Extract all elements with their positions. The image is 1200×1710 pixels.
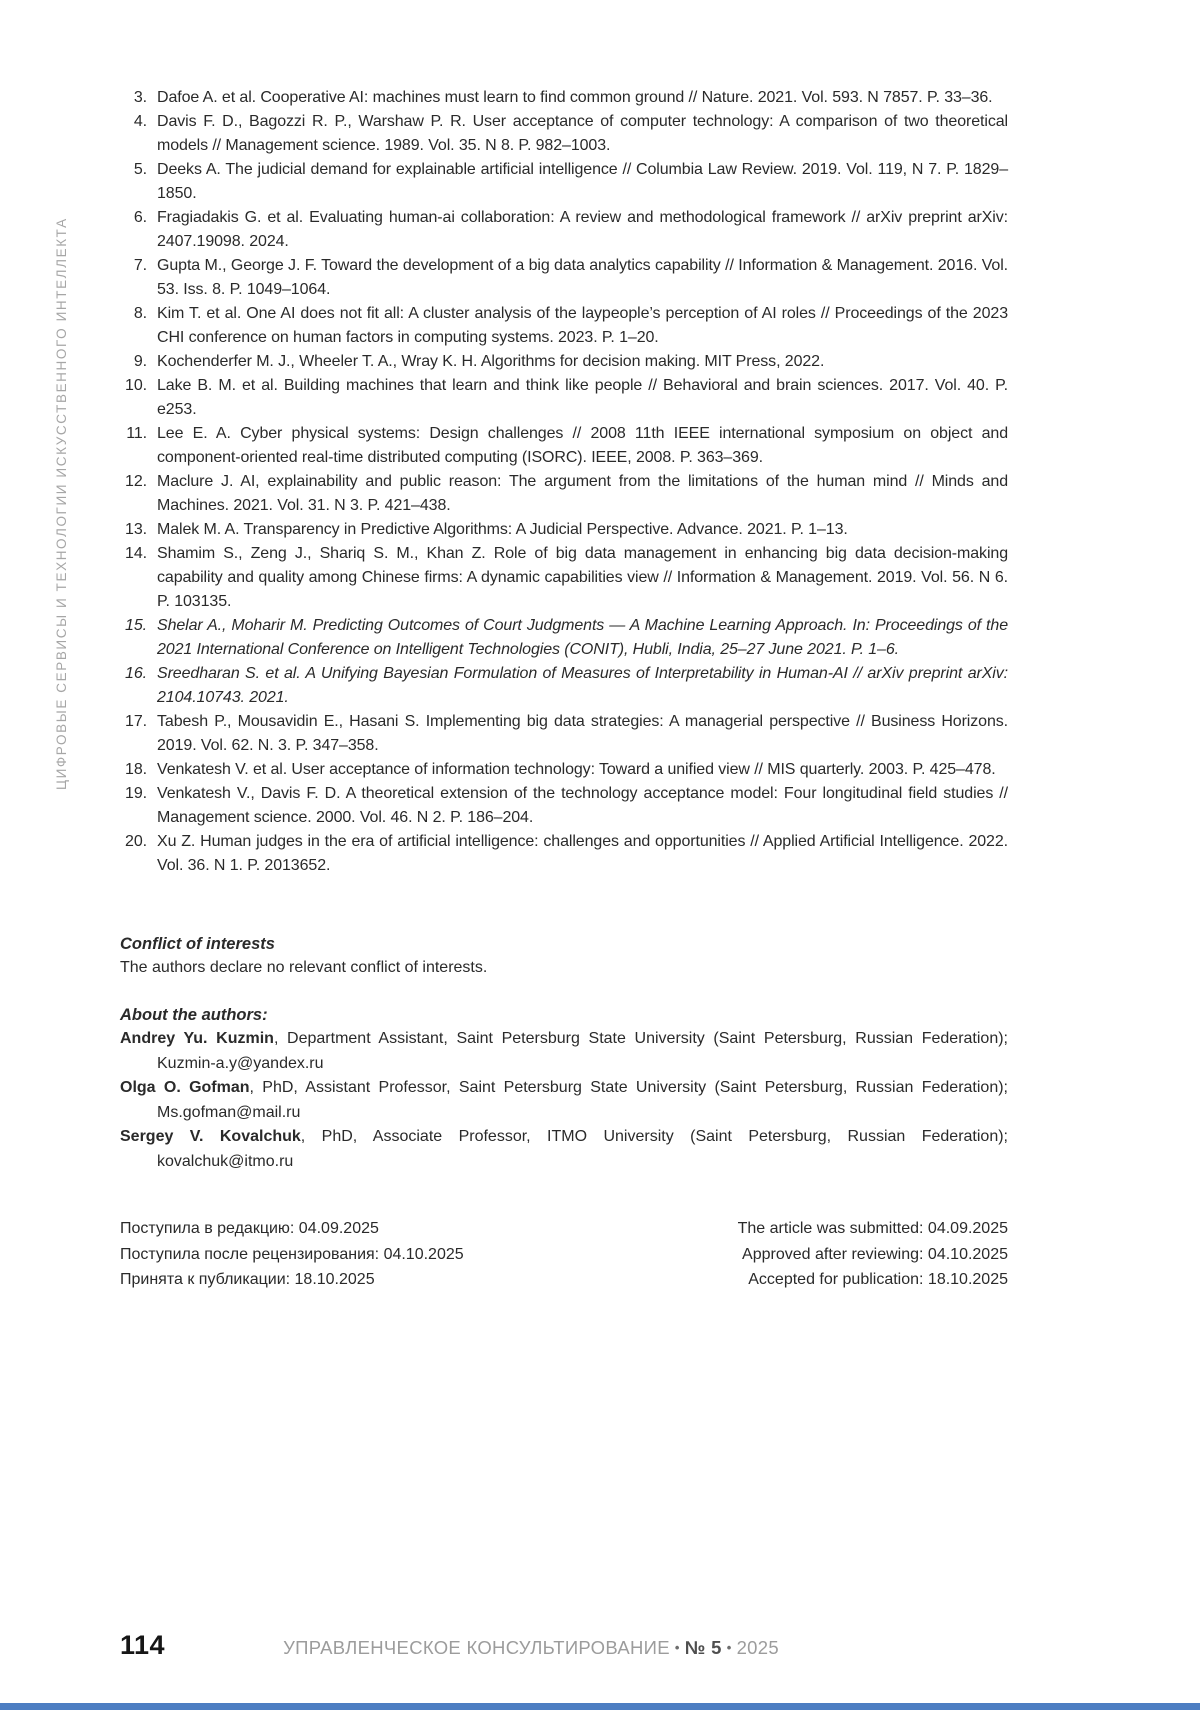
reference-number: 12. <box>125 473 147 490</box>
main-content <box>120 86 1008 1293</box>
reference-text: Deeks A. The judicial demand for explainable artificial intelligence // Columbia Law Review. 2019. Vol. 119, N 7. P. 1829–1850. <box>157 161 1008 202</box>
reference-text: Sreedharan S. et al. A Unifying Bayesian Formulation of Measures of Interpretability in Human-AI // arXiv preprint arXiv: 2104.10743. 2021. <box>157 665 1008 706</box>
submission-dates-russian <box>120 1216 464 1293</box>
reference-item <box>120 422 1008 470</box>
reference-text: Venkatesh V., Davis F. D. A theoretical extension of the technology acceptance model: Four longitudinal field studies // Management science. 2000. Vol. 46. N 2. P. 186–204. <box>157 785 1008 826</box>
reference-number: 20. <box>125 833 147 850</box>
references-list <box>120 86 1008 878</box>
date-line: Поступила в редакцию: 04.09.2025 <box>120 1220 379 1237</box>
reference-item <box>120 782 1008 830</box>
author-entry <box>120 1076 1008 1125</box>
page-number: 114 <box>120 1630 166 1660</box>
footer-separator-dot: • <box>674 1640 680 1655</box>
date-line: Approved after reviewing: 04.10.2025 <box>742 1245 1008 1263</box>
author-name: Andrey Yu. Kuzmin <box>120 1030 274 1047</box>
author-entry <box>120 1027 1008 1076</box>
reference-item <box>120 830 1008 878</box>
reference-item <box>120 350 1008 374</box>
reference-number: 4. <box>133 113 147 130</box>
reference-text: Malek M. A. Transparency in Predictive Algorithms: A Judicial Perspective. Advance. 2021. P. 1–13. <box>157 521 848 538</box>
page-footer <box>120 1630 1008 1661</box>
reference-item <box>120 614 1008 662</box>
reference-number: 3. <box>133 89 147 106</box>
about-authors-heading: About the authors: <box>120 1006 268 1024</box>
reference-item <box>120 86 1008 110</box>
journal-year: 2025 <box>736 1637 779 1658</box>
reference-item <box>120 110 1008 158</box>
author-details: , Department Assistant, Saint Petersburg State University (Saint Petersburg, Russian Federation); Kuzmin-a.y@yandex.ru <box>157 1030 1009 1072</box>
date-line: Поступила после рецензирования: 04.10.2025 <box>120 1245 464 1263</box>
date-line: The article was submitted: 04.09.2025 <box>737 1220 1008 1237</box>
reference-text: Kim T. et al. One AI does not fit all: A cluster analysis of the laypeople’s perception of AI roles // Proceedings of the 2023 CHI conference on human factors in computing systems. 2023. P. 1–20. <box>157 305 1008 346</box>
reference-text: Dafoe A. et al. Cooperative AI: machines must learn to find common ground // Nature. 2021. Vol. 593. N 7857. P. 33–36. <box>157 89 993 106</box>
reference-text: Lake B. M. et al. Building machines that learn and think like people // Behavioral and brain sciences. 2017. Vol. 40. P. e253. <box>157 377 1008 418</box>
reference-item <box>120 542 1008 614</box>
reference-item <box>120 254 1008 302</box>
reference-number: 9. <box>133 353 147 370</box>
reference-text: Tabesh P., Mousavidin E., Hasani S. Implementing big data strategies: A managerial perspective // Business Horizons. 2019. Vol. 62. N. 3. P. 347–358. <box>157 713 1008 754</box>
reference-number: 5. <box>133 161 147 178</box>
reference-item <box>120 710 1008 758</box>
journal-issue: № 5 <box>684 1637 722 1658</box>
reference-number: 18. <box>125 761 147 778</box>
conflict-of-interests-section <box>120 932 1008 980</box>
conflict-heading: Conflict of interests <box>120 935 275 953</box>
reference-number: 17. <box>125 713 147 730</box>
reference-text: Fragiadakis G. et al. Evaluating human-ai collaboration: A review and methodological framework // arXiv preprint arXiv: 2407.19098. 2024. <box>157 209 1008 250</box>
reference-number: 6. <box>133 209 147 226</box>
reference-number: 11. <box>126 425 147 442</box>
about-authors-section <box>120 1003 1008 1174</box>
conflict-body: The authors declare no relevant conflict of interests. <box>120 959 488 976</box>
reference-text: Lee E. A. Cyber physical systems: Design challenges // 2008 11th IEEE international symposium on object and component-oriented real-time distributed computing (ISORC). IEEE, 2008. P. 363–369. <box>157 425 1008 466</box>
reference-number: 16. <box>125 665 147 682</box>
reference-item <box>120 158 1008 206</box>
author-details: , PhD, Associate Professor, ITMO University (Saint Petersburg, Russian Federation); kovalchuk@itmo.ru <box>157 1128 1008 1170</box>
reference-number: 14. <box>125 545 147 562</box>
reference-item <box>120 374 1008 422</box>
journal-title: УПРАВЛЕНЧЕСКОЕ КОНСУЛЬТИРОВАНИЕ <box>283 1637 670 1658</box>
journal-running-footer <box>283 1637 779 1659</box>
author-name: Sergey V. Kovalchuk <box>120 1128 301 1145</box>
reference-number: 7. <box>133 257 147 274</box>
reference-text: Shelar A., Moharir M. Predicting Outcomes of Court Judgments — A Machine Learning Approach. In: Proceedings of the 2021 International Conference on Intelligent Technologies (CONIT), Hubli, India, 25–27 June 2021. P. 1–6. <box>157 617 1008 658</box>
reference-item <box>120 302 1008 350</box>
date-line: Принята к публикации: 18.10.2025 <box>120 1271 375 1288</box>
reference-item <box>120 470 1008 518</box>
section-running-head: ЦИФРОВЫЕ СЕРВИСЫ И ТЕХНОЛОГИИ ИСКУССТВЕННОГО ИНТЕЛЛЕКТА <box>54 217 69 790</box>
author-details: , PhD, Assistant Professor, Saint Petersburg State University (Saint Petersburg, Russian Federation); Ms.gofman@mail.ru <box>157 1079 1008 1121</box>
reference-text: Xu Z. Human judges in the era of artificial intelligence: challenges and opportunities // Applied Artificial Intelligence. 2022. Vol. 36. N 1. P. 2013652. <box>157 833 1008 874</box>
reference-text: Davis F. D., Bagozzi R. P., Warshaw P. R. User acceptance of computer technology: A comparison of two theoretical models // Management science. 1989. Vol. 35. N 8. P. 982–1003. <box>157 113 1008 154</box>
reference-item <box>120 206 1008 254</box>
reference-item <box>120 662 1008 710</box>
reference-text: Gupta M., George J. F. Toward the development of a big data analytics capability // Information & Management. 2016. Vol. 53. Iss. 8. P. 1049–1064. <box>157 257 1008 298</box>
reference-item <box>120 518 1008 542</box>
author-entry <box>120 1125 1008 1174</box>
submission-dates-english <box>738 1216 1008 1293</box>
author-name: Olga O. Gofman <box>120 1079 250 1096</box>
reference-number: 19. <box>125 785 147 802</box>
reference-item <box>120 758 1008 782</box>
reference-text: Maclure J. AI, explainability and public reason: The argument from the limitations of the human mind // Minds and Machines. 2021. Vol. 31. N 3. P. 421–438. <box>157 473 1008 514</box>
bottom-accent-bar <box>0 1703 1200 1710</box>
footer-separator-dot: • <box>726 1640 732 1655</box>
reference-text: Shamim S., Zeng J., Shariq S. M., Khan Z. Role of big data management in enhancing big data decision-making capability and quality among Chinese firms: A dynamic capabilities view // Information & Management. 2019. Vol. 56. N 6. P. 103135. <box>157 545 1008 610</box>
reference-number: 15. <box>125 617 147 634</box>
date-line: Accepted for publication: 18.10.2025 <box>748 1271 1008 1288</box>
reference-number: 10. <box>125 377 147 394</box>
reference-number: 13. <box>125 521 147 538</box>
submission-dates <box>120 1216 1008 1293</box>
reference-text: Kochenderfer M. J., Wheeler T. A., Wray K. H. Algorithms for decision making. MIT Press, 2022. <box>157 353 825 370</box>
reference-number: 8. <box>133 305 147 322</box>
reference-text: Venkatesh V. et al. User acceptance of information technology: Toward a unified view // MIS quarterly. 2003. P. 425–478. <box>157 761 996 778</box>
